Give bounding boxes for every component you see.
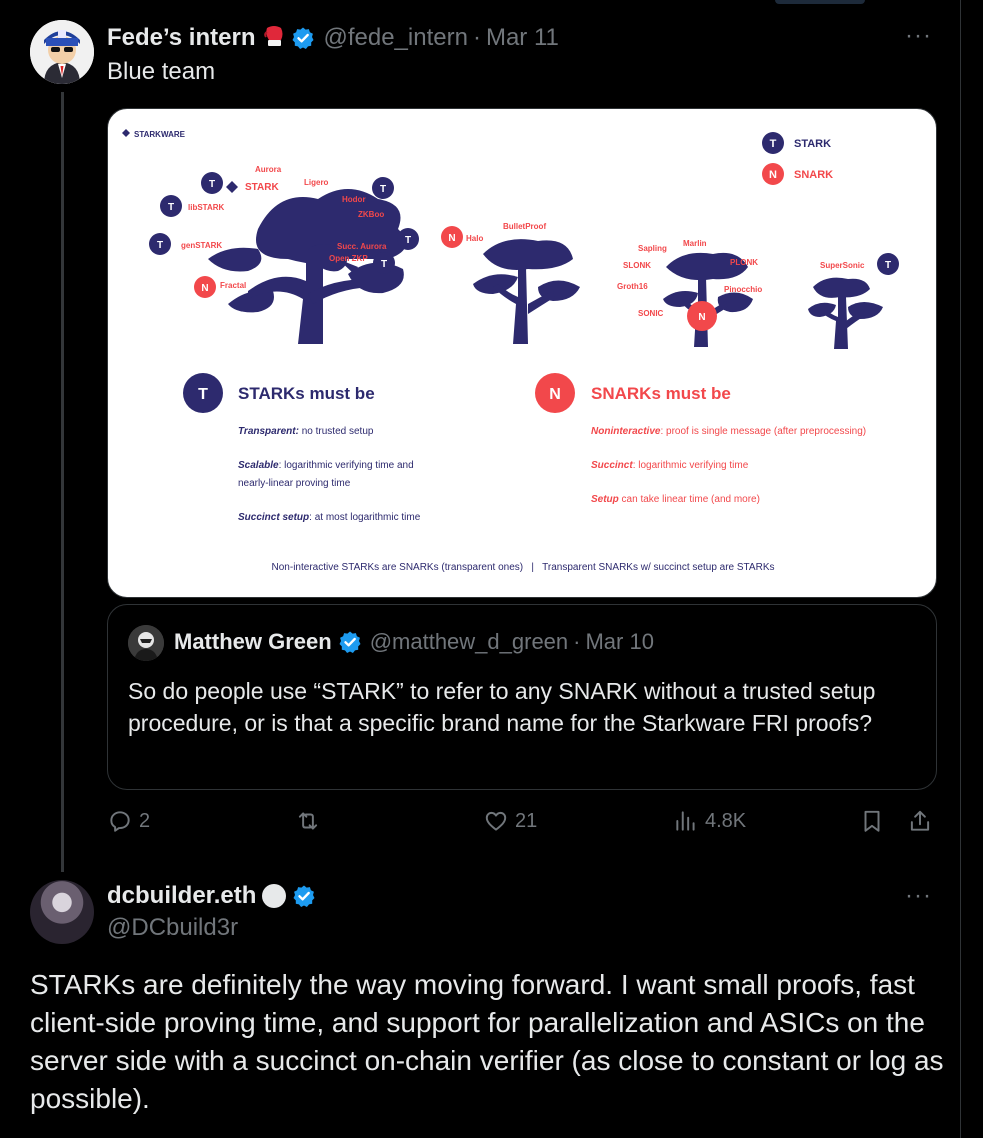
avatar[interactable] <box>30 20 94 84</box>
svg-text:N: N <box>549 386 561 403</box>
bookmark-button[interactable] <box>859 808 885 834</box>
label-pinocchio: Pinocchio <box>724 285 763 294</box>
starks-l3-rest: : at most logarithmic time <box>309 512 421 523</box>
author-handle[interactable]: @DCbuild3r <box>107 914 239 941</box>
image-footer: Non-interactive STARKs are SNARKs (transparent ones) | Transparent SNARKs w/ succinct setup are STARKs <box>271 562 775 573</box>
label-plonk: PLONK <box>730 258 758 267</box>
svg-text:N: N <box>448 233 456 244</box>
starks-heading: STARKs must be <box>238 384 375 403</box>
snarks-heading: SNARKs must be <box>591 384 731 403</box>
label-hodor: Hodor <box>342 195 366 204</box>
svg-text:Noninteractive: proof is singl <box>591 426 866 437</box>
more-options-icon[interactable]: ··· <box>905 882 932 909</box>
starks-l1-rest: no trusted setup <box>298 426 374 437</box>
svg-text:T: T <box>167 202 175 213</box>
brand-text: STARKWARE <box>134 130 185 139</box>
starks-l1-em: Transparent: <box>238 426 299 437</box>
reply-button[interactable] <box>107 808 150 834</box>
starks-l2-em: Scalable <box>238 460 279 471</box>
retweet-button[interactable] <box>295 808 327 834</box>
label-succ-aurora: Succ. Aurora <box>337 242 387 251</box>
svg-text:Setup can take linear time (an <box>591 494 760 505</box>
share-icon <box>907 808 933 834</box>
legend-n-letter: N <box>769 169 777 181</box>
label-aurora: Aurora <box>255 165 282 174</box>
label-bulletproof: BulletProof <box>503 222 547 231</box>
bulletproof-tree <box>473 239 580 344</box>
quoted-tweet[interactable] <box>107 604 937 790</box>
label-zkboo: ZKBoo <box>358 210 385 219</box>
svg-text:Scalable: logarithmic verifyin <box>238 460 414 471</box>
label-marlin: Marlin <box>683 239 707 248</box>
separator: · <box>472 24 481 51</box>
starks-definition <box>183 373 421 523</box>
label-supersonic: SuperSonic <box>820 261 865 270</box>
verified-badge-icon <box>338 630 362 654</box>
reply-count: 2 <box>139 809 151 832</box>
starkware-logo <box>122 129 186 139</box>
label-sonic: SONIC <box>638 309 664 318</box>
views-button[interactable] <box>673 808 746 834</box>
views-icon <box>673 808 699 834</box>
starks-l3-em: Succinct setup <box>238 512 310 523</box>
svg-text:T: T <box>208 179 216 190</box>
label-genstark: genSTARK <box>181 241 223 250</box>
label-open-zkp: Open ZKP <box>329 254 368 263</box>
label-groth16: Groth16 <box>617 282 648 291</box>
label-sapling: Sapling <box>638 244 667 253</box>
label-halo: Halo <box>466 234 484 243</box>
snarks-l2-rest: : logarithmic verifying time <box>632 460 749 471</box>
author-name[interactable]: dcbuilder.eth <box>107 882 257 909</box>
author-handle[interactable]: @fede_intern <box>323 24 468 51</box>
svg-text:T: T <box>156 240 164 251</box>
supersonic-tree <box>808 278 883 349</box>
share-button[interactable] <box>907 808 933 834</box>
legend <box>762 132 833 185</box>
quote-text: So do people use “STARK” to refer to any SNARK without a trusted setup procedure, or is that a specific brand name for the Starkware FRI proofs? <box>128 678 876 736</box>
tweet-date[interactable]: Mar 11 <box>485 24 559 51</box>
tweet-header <box>107 24 559 52</box>
tweet-image[interactable] <box>107 108 937 598</box>
svg-text:Succinct setup: at most logari <box>238 512 421 523</box>
snark-tree <box>663 253 753 347</box>
more-options-icon[interactable]: ··· <box>905 22 932 49</box>
legend-stark: STARK <box>794 138 832 150</box>
heart-icon <box>483 808 509 834</box>
quote-author-name[interactable]: Matthew Green <box>174 629 332 654</box>
tweet-header <box>107 882 316 910</box>
starks-l2-cont: nearly-linear proving time <box>238 478 351 489</box>
svg-text:T: T <box>380 259 388 270</box>
label-fractal: Fractal <box>220 281 247 290</box>
svg-text:T: T <box>379 184 387 195</box>
svg-text:T: T <box>404 235 412 246</box>
tweet-actions <box>107 808 937 844</box>
svg-text:Succinct: logarithmic verifyin <box>591 460 749 471</box>
snarks-l3-em: Setup <box>591 494 619 505</box>
svg-text:Transparent: no trusted setup <box>238 426 374 437</box>
tweet-text: Blue team <box>107 58 216 85</box>
like-button[interactable] <box>483 808 537 834</box>
like-count: 21 <box>515 809 538 832</box>
snarks-l1-rest: : proof is single message (after preprocessing) <box>660 426 867 437</box>
timeline-border <box>960 0 961 1138</box>
label-slonk: SLONK <box>623 261 651 270</box>
legend-t-letter: T <box>769 138 777 150</box>
retweet-icon <box>295 808 321 834</box>
label-stark-t1: STARK <box>245 182 279 193</box>
separator: · <box>573 629 581 654</box>
label-ligero: Ligero <box>304 178 329 187</box>
svg-text:T: T <box>198 386 208 403</box>
quote-date[interactable]: Mar 10 <box>585 629 654 654</box>
svg-text:T: T <box>884 260 892 271</box>
avatar[interactable] <box>30 880 94 944</box>
reply-icon <box>107 808 133 834</box>
snarks-l1-em: Noninteractive <box>591 426 661 437</box>
snarks-definition <box>535 373 866 505</box>
snarks-l3-rest: can take linear time (and more) <box>618 494 760 505</box>
verified-badge-icon <box>292 884 316 908</box>
starks-l2-rest: : logarithmic verifying time and <box>278 460 414 471</box>
boxing-glove-icon <box>263 25 285 51</box>
svg-text:N: N <box>698 312 706 323</box>
quote-author-handle[interactable]: @matthew_d_green <box>369 629 569 654</box>
legend-snark: SNARK <box>794 169 834 181</box>
verified-badge-icon <box>291 26 315 50</box>
bookmark-icon <box>859 808 885 834</box>
top-accent <box>775 0 865 4</box>
white-circle-icon <box>262 884 286 908</box>
svg-text:N: N <box>201 283 209 294</box>
tweet-text: STARKs are definitely the way moving forward. I want small proofs, fast client-side proving time, and support for parallelization and ASICs on the server side with a succinct on-chain verifier (as close to constant or log as possible). <box>30 969 944 1114</box>
quote-header <box>174 629 654 655</box>
quote-avatar[interactable] <box>128 625 164 661</box>
thread-line <box>61 92 64 872</box>
label-libstark: libSTARK <box>188 203 225 212</box>
author-name[interactable]: Fede’s intern <box>107 24 256 51</box>
snarks-l2-em: Succinct <box>591 460 633 471</box>
view-count: 4.8K <box>705 809 747 832</box>
